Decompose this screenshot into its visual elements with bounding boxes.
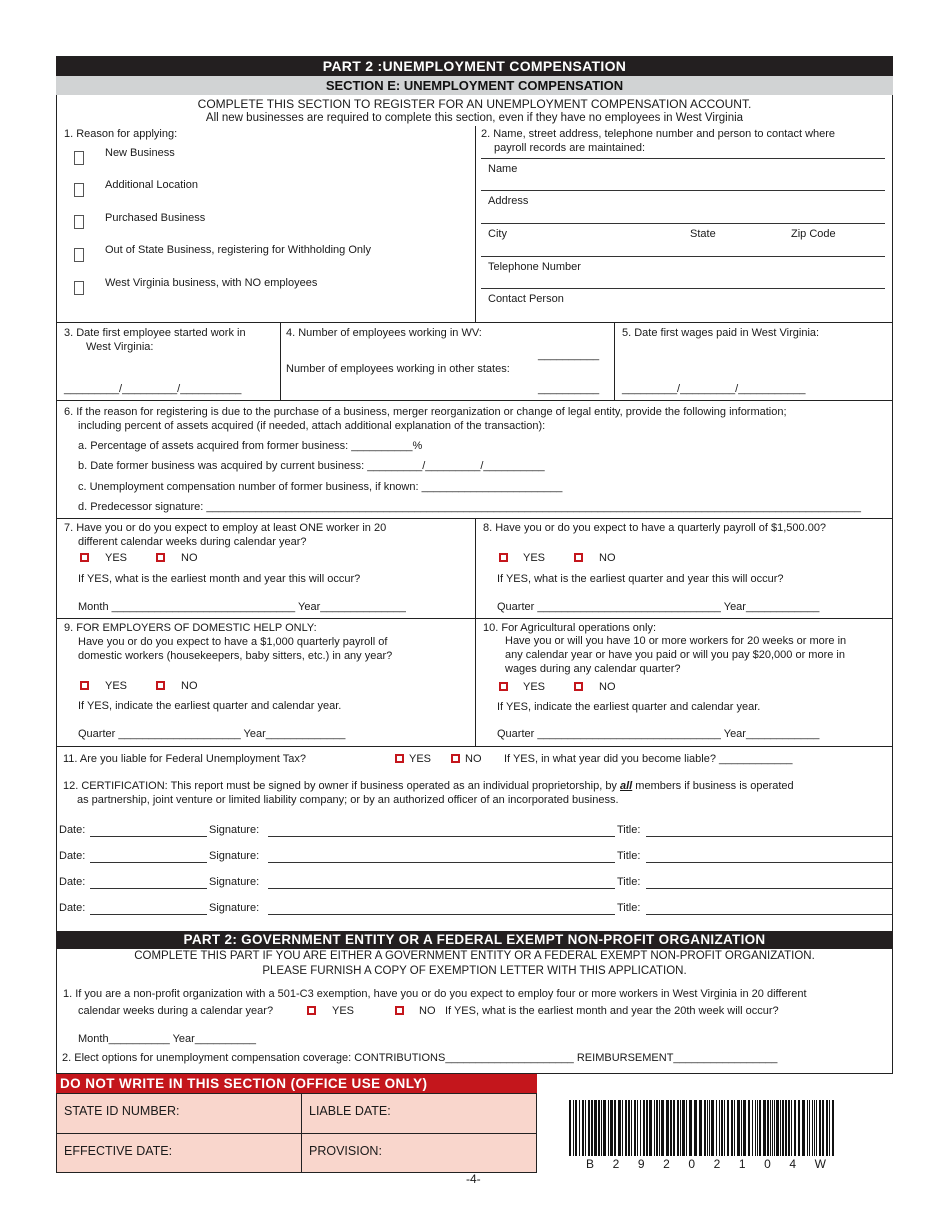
q9-no-checkbox[interactable] bbox=[156, 681, 165, 690]
q10-label-4: wages during any calendar quarter? bbox=[505, 663, 681, 675]
sig-date-label: Date: bbox=[59, 902, 86, 914]
q8-yes-label: YES bbox=[523, 552, 546, 564]
gov-q1-blanks[interactable]: Month__________ Year__________ bbox=[78, 1033, 257, 1045]
q6-b[interactable]: b. Date former business was acquired by current business: _________/_________/__________ bbox=[78, 460, 545, 472]
part2-title: PART 2 :UNEMPLOYMENT COMPENSATION bbox=[56, 57, 893, 76]
q2-name-field[interactable] bbox=[481, 190, 885, 191]
divider bbox=[56, 618, 893, 619]
q10-followup: If YES, indicate the earliest quarter and calendar year. bbox=[497, 701, 761, 713]
q1-label: 1. Reason for applying: bbox=[64, 128, 178, 140]
q1-checkbox-new-business[interactable] bbox=[74, 151, 84, 165]
q11-yes-label: YES bbox=[409, 753, 432, 765]
gov-intro-1: COMPLETE THIS PART IF YOU ARE EITHER A GOVERNMENT ENTITY OR A FEDERAL EXEMPT NON-PROFIT ORGANIZATION. bbox=[134, 950, 815, 962]
barcode-char: 2 bbox=[663, 1157, 670, 1171]
sig-date-label: Date: bbox=[59, 824, 86, 836]
q6-d[interactable]: d. Predecessor signature: ___________________________________________________________________________________________________________ bbox=[78, 501, 861, 513]
sig-title-field[interactable] bbox=[646, 862, 892, 863]
divider bbox=[56, 400, 893, 401]
q2-name-label: Name bbox=[488, 163, 518, 175]
divider bbox=[475, 518, 476, 746]
sig-title-field[interactable] bbox=[646, 888, 892, 889]
divider bbox=[475, 126, 476, 322]
section-e-title: SECTION E: UNEMPLOYMENT COMPENSATION bbox=[56, 76, 893, 95]
q10-yes-label: YES bbox=[523, 681, 546, 693]
q2-line bbox=[481, 158, 885, 159]
divider bbox=[614, 322, 615, 400]
barcode-char: 4 bbox=[789, 1157, 797, 1171]
intro-line-1: COMPLETE THIS SECTION TO REGISTER FOR AN UNEMPLOYMENT COMPENSATION ACCOUNT. bbox=[197, 97, 752, 111]
q12-label-1: 12. CERTIFICATION: This report must be signed by owner if business operated as an individual proprietorship, by all members if business is operated bbox=[63, 780, 794, 792]
gov-q1-yes-label: YES bbox=[332, 1005, 355, 1017]
sig-signature-field[interactable] bbox=[268, 862, 615, 863]
sig-title-label: Title: bbox=[617, 850, 641, 862]
barcode-char: 2 bbox=[612, 1157, 620, 1171]
sig-date-label: Date: bbox=[59, 850, 86, 862]
q8-no-checkbox[interactable] bbox=[574, 553, 583, 562]
q10-no-checkbox[interactable] bbox=[574, 682, 583, 691]
q2-telephone-label: Telephone Number bbox=[488, 261, 581, 273]
q2-city-label: City bbox=[488, 228, 507, 240]
q6-label-1: 6. If the reason for registering is due to the purchase of a business, merger reorganization or change of legal entity, provide the following information; bbox=[64, 406, 787, 418]
q2-city-field[interactable] bbox=[481, 256, 885, 257]
q9-no-label: NO bbox=[181, 680, 198, 692]
sig-signature-label: Signature: bbox=[209, 824, 260, 836]
q10-no-label: NO bbox=[599, 681, 616, 693]
q2-label-1: 2. Name, street address, telephone number and person to contact where bbox=[481, 128, 836, 140]
q6-a[interactable]: a. Percentage of assets acquired from former business: __________% bbox=[78, 440, 423, 452]
q4-label-other: Number of employees working in other states: bbox=[286, 363, 510, 375]
q7-yes-label: YES bbox=[105, 552, 128, 564]
barcode-char: 9 bbox=[637, 1157, 645, 1171]
divider bbox=[301, 1093, 302, 1173]
sig-signature-label: Signature: bbox=[209, 902, 260, 914]
office-state-id: STATE ID NUMBER: bbox=[64, 1104, 180, 1118]
barcode-char: 2 bbox=[713, 1157, 721, 1171]
q9-yes-checkbox[interactable] bbox=[80, 681, 89, 690]
sig-title-label: Title: bbox=[617, 902, 641, 914]
q4-label-wv: 4. Number of employees working in WV: bbox=[286, 327, 482, 339]
q1-option-purchased-business: Purchased Business bbox=[105, 212, 206, 224]
q8-yes-checkbox[interactable] bbox=[499, 553, 508, 562]
gov-intro-2: PLEASE FURNISH A COPY OF EXEMPTION LETTER WITH THIS APPLICATION. bbox=[262, 965, 687, 977]
q3-date-field[interactable]: _________/_________/__________ bbox=[64, 383, 242, 395]
gov-q1-no-checkbox[interactable] bbox=[395, 1006, 404, 1015]
q9-yes-label: YES bbox=[105, 680, 128, 692]
sig-date-field[interactable] bbox=[90, 836, 207, 837]
q9-label-1: 9. FOR EMPLOYERS OF DOMESTIC HELP ONLY: bbox=[64, 622, 317, 634]
office-effective-date: EFFECTIVE DATE: bbox=[64, 1144, 173, 1158]
q4-other-field[interactable]: __________ bbox=[538, 383, 600, 395]
q2-state-label: State bbox=[690, 228, 716, 240]
q7-blanks[interactable]: Month ______________________________ Year______________ bbox=[78, 601, 406, 613]
q9-label-2: Have you or do you expect to have a $1,000 quarterly payroll of bbox=[78, 636, 388, 648]
barcode-char: W bbox=[814, 1157, 826, 1171]
barcode-text bbox=[586, 1157, 826, 1171]
q11-no-label: NO bbox=[465, 753, 482, 765]
q12-label-2: as partnership, joint venture or limited liability company; or by an authorized officer of an incorporated business. bbox=[77, 794, 619, 806]
sig-title-label: Title: bbox=[617, 824, 641, 836]
q1-checkbox-additional-location[interactable] bbox=[74, 183, 84, 197]
barcode-char: 0 bbox=[764, 1157, 771, 1171]
divider bbox=[56, 746, 893, 747]
q10-yes-checkbox[interactable] bbox=[499, 682, 508, 691]
q7-yes-checkbox[interactable] bbox=[80, 553, 89, 562]
q9-followup: If YES, indicate the earliest quarter and calendar year. bbox=[78, 700, 342, 712]
sig-date-field[interactable] bbox=[90, 914, 207, 915]
q7-label-2: different calendar weeks during calendar year? bbox=[78, 536, 307, 548]
q7-followup: If YES, what is the earliest month and year this will occur? bbox=[78, 573, 361, 585]
q1-option-additional-location: Additional Location bbox=[105, 179, 198, 191]
q1-option-new-business: New Business bbox=[105, 147, 175, 159]
gov-title: PART 2: GOVERNMENT ENTITY OR A FEDERAL EXEMPT NON-PROFIT ORGANIZATION bbox=[56, 931, 893, 949]
q10-label-1: 10. For Agricultural operations only: bbox=[483, 622, 657, 634]
q6-c[interactable]: c. Unemployment compensation number of former business, if known: _______________________ bbox=[78, 481, 563, 493]
gov-q1-followup: If YES, what is the earliest month and year the 20th week will occur? bbox=[445, 1005, 779, 1017]
q6-label-2: including percent of assets acquired (if needed, attach additional explanation of the transaction): bbox=[78, 420, 546, 432]
barcode-char: 0 bbox=[688, 1157, 696, 1171]
q8-no-label: NO bbox=[599, 552, 616, 564]
sig-signature-field[interactable] bbox=[268, 914, 615, 915]
q11-label: 11. Are you liable for Federal Unemployment Tax? bbox=[63, 753, 306, 765]
q11-yes-checkbox[interactable] bbox=[395, 754, 404, 763]
divider bbox=[56, 322, 893, 323]
page-number: -4- bbox=[466, 1172, 481, 1186]
q2-zip-label: Zip Code bbox=[791, 228, 836, 240]
q9-blanks[interactable]: Quarter ____________________ Year_____________ bbox=[78, 728, 346, 740]
sig-date-field[interactable] bbox=[90, 862, 207, 863]
barcode-char: B bbox=[586, 1157, 595, 1171]
q11-followup[interactable]: If YES, in what year did you become liable? ____________ bbox=[504, 753, 793, 765]
q7-label-1: 7. Have you or do you expect to employ at least ONE worker in 20 bbox=[64, 522, 387, 534]
q3-label-2: West Virginia: bbox=[86, 341, 154, 353]
sig-title-field[interactable] bbox=[646, 914, 892, 915]
q7-no-label: NO bbox=[181, 552, 198, 564]
q1-checkbox-purchased-business[interactable] bbox=[74, 215, 84, 229]
gov-q1-line-1: 1. If you are a non-profit organization with a 501-C3 exemption, have you or do you expect to employ four or more workers in West Virginia in 20 different bbox=[63, 988, 807, 1000]
sig-title-field[interactable] bbox=[646, 836, 892, 837]
q11-no-checkbox[interactable] bbox=[451, 754, 460, 763]
sig-title-label: Title: bbox=[617, 876, 641, 888]
sig-signature-label: Signature: bbox=[209, 876, 260, 888]
office-use-title: DO NOT WRITE IN THIS SECTION (OFFICE USE ONLY) bbox=[56, 1074, 537, 1094]
barcode-image bbox=[569, 1100, 836, 1156]
q3-label-1: 3. Date first employee started work in bbox=[64, 327, 246, 339]
q2-address-field[interactable] bbox=[481, 223, 885, 224]
q2-contact-label: Contact Person bbox=[488, 293, 564, 305]
gov-q2[interactable]: 2. Elect options for unemployment compensation coverage: CONTRIBUTIONS_____________________ REIMBURSEMENT_________________ bbox=[62, 1052, 778, 1064]
q2-address-label: Address bbox=[488, 195, 529, 207]
q1-option-out-of-state: Out of State Business, registering for Withholding Only bbox=[105, 244, 371, 256]
office-provision: PROVISION: bbox=[309, 1144, 382, 1158]
gov-q1-line-2: calendar weeks during a calendar year? bbox=[78, 1005, 274, 1017]
sig-signature-label: Signature: bbox=[209, 850, 260, 862]
q7-no-checkbox[interactable] bbox=[156, 553, 165, 562]
sig-date-label: Date: bbox=[59, 876, 86, 888]
gov-q1-yes-checkbox[interactable] bbox=[307, 1006, 316, 1015]
q1-option-wv-no-employees: West Virginia business, with NO employees bbox=[105, 277, 318, 289]
q1-checkbox-wv-no-employees[interactable] bbox=[74, 281, 84, 295]
q10-blanks[interactable]: Quarter ______________________________ Year____________ bbox=[497, 728, 820, 740]
divider bbox=[56, 1133, 537, 1134]
q1-checkbox-out-of-state[interactable] bbox=[74, 248, 84, 262]
q5-date-field[interactable]: _________/_________/___________ bbox=[622, 383, 806, 395]
q8-blanks[interactable]: Quarter ______________________________ Year____________ bbox=[497, 601, 820, 613]
q2-label-2: payroll records are maintained: bbox=[494, 142, 646, 154]
q2-telephone-field[interactable] bbox=[481, 288, 885, 289]
office-liable-date: LIABLE DATE: bbox=[309, 1104, 391, 1118]
q5-label: 5. Date first wages paid in West Virginia: bbox=[622, 327, 820, 339]
q9-label-3: domestic workers (housekeepers, baby sitters, etc.) in any year? bbox=[78, 650, 393, 662]
q4-wv-field[interactable]: __________ bbox=[538, 349, 600, 361]
sig-date-field[interactable] bbox=[90, 888, 207, 889]
barcode-char: 1 bbox=[738, 1157, 746, 1171]
sig-signature-field[interactable] bbox=[268, 888, 615, 889]
gov-q1-no-label: NO bbox=[419, 1005, 436, 1017]
sig-signature-field[interactable] bbox=[268, 836, 615, 837]
q10-label-2: Have you or will you have 10 or more workers for 20 weeks or more in bbox=[505, 635, 847, 647]
q8-label: 8. Have you or do you expect to have a quarterly payroll of $1,500.00? bbox=[483, 522, 827, 534]
intro-line-2: All new businesses are required to complete this section, even if they have no employees in West Virginia bbox=[205, 112, 744, 124]
q10-label-3: any calendar year or have you paid or will you pay $20,000 or more in bbox=[505, 649, 845, 661]
q8-followup: If YES, what is the earliest quarter and year this will occur? bbox=[497, 573, 784, 585]
divider bbox=[280, 322, 281, 400]
